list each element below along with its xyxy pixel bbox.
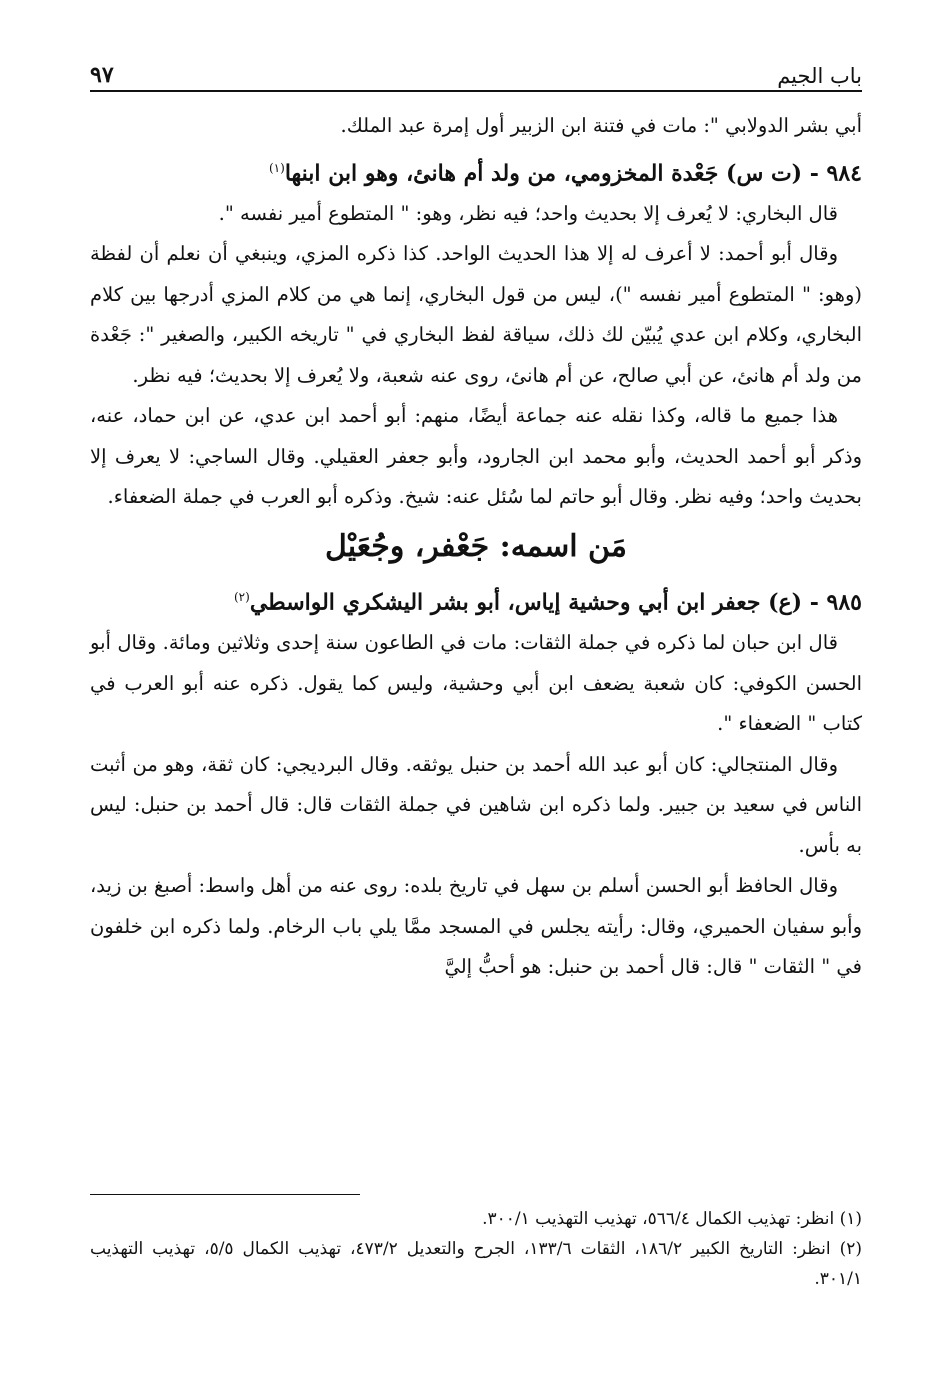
- entry-984-title: [90, 147, 862, 194]
- entry-985-title-text: ٩٨٥ - (ع) جعفر ابن أبي وحشية إياس، أبو بشر اليشكري الواسطي: [249, 589, 862, 616]
- book-page: [90, 52, 862, 1289]
- footnote-marker-2: (٢): [233, 589, 250, 604]
- paragraph: وقال أبو أحمد: لا أعرف له إلا هذا الحديث الواحد. كذا ذكره المزي، وينبغي أن نعلم أن لفظة (وهو: " المتطوع أمير نفسه ")، ليس من قول البخاري، إنما هي من كلام المزي أدرجها بين كلام البخاري، وكلام ابن عدي يُبيّن لك ذلك، سياقة لفظ البخاري في " تاريخه الكبير، والصغير ": جَعْدة من ولد أم هانئ، عن أبي صالح، عن أم هانئ، روى عنه شعبة، ولا يُعرف إلا بحديث؛ فيه نظر.: [90, 242, 862, 387]
- paragraph: وقال المنتجالي: كان أبو عبد الله أحمد بن حنبل يوثقه. وقال البرديجي: كان ثقة، وهو من أثبت الناس في سعيد بن جبير. ولما ذكره ابن شاهين في جملة الثقات قال: قال أحمد بن حنبل: ليس به بأس.: [90, 752, 862, 857]
- footnotes: [90, 1204, 862, 1294]
- paragraph: وقال الحافظ أبو الحسن أسلم بن سهل في تاريخ بلده: روى عنه من أهل واسط: أصبغ بن زيد، وأبو سفيان الحميري، وقال: رأيته يجلس في المسجد ممَّا يلي باب الرخام. ولما ذكره ابن خلفون في " الثقات " قال: قال أحمد بن حنبل: هو أحبُّ إليَّ: [90, 874, 862, 979]
- chapter-title: باب الجيم: [777, 64, 862, 88]
- paragraph: هذا جميع ما قاله، وكذا نقله عنه جماعة أيضًا، منهم: أبو أحمد ابن عدي، عن ابن حماد، عنه، وذكر أبو أحمد الحديث، وأبو محمد ابن الجارود، وأبو جعفر العقيلي. وقال الساجي: لا يعرف إلا بحديث واحد؛ وفيه نظر. وقال أبو حاتم لما سُئل عنه: شيخ. وذكره أبو العرب في جملة الضعفاء.: [90, 404, 862, 509]
- footnote-1: (١) انظر: تهذيب الكمال ٥٦٦/٤، تهذيب التهذيب ٣٠٠/١.: [482, 1209, 862, 1229]
- footnote-divider: [90, 1194, 360, 1195]
- paragraph: قال البخاري: لا يُعرف إلا بحديث واحد؛ فيه نظر، وهو: " المتطوع أمير نفسه ".: [218, 201, 838, 225]
- footnote-marker-1: (١): [268, 160, 285, 175]
- entry-985-title: [90, 576, 862, 623]
- footnote-2: (٢) انظر: التاريخ الكبير ١٨٦/٢، الثقات ١٣٣/٦، الجرح والتعديل ٤٧٣/٢، تهذيب الكمال ٥/٥، تهذيب التهذيب ٣٠١/١.: [90, 1239, 862, 1289]
- entry-984-title-text: ٩٨٤ - (ت س) جَعْدة المخزومي، من ولد أم هانئ، وهو ابن ابنها: [284, 159, 862, 186]
- paragraph: قال ابن حبان لما ذكره في جملة الثقات: مات في الطاعون سنة إحدى وثلاثين ومائة. وقال أبو الحسن الكوفي: كان شعبة يضعف ابن أبي وحشية، وليس كما يقول. ذكره عنه أبو العرب في كتاب " الضعفاء ".: [90, 631, 862, 736]
- section-heading: مَن اسمه: جَعْفر، وجُعَيْل: [325, 528, 627, 564]
- running-header: [90, 52, 862, 92]
- page-number: ٩٧: [90, 62, 114, 88]
- continuation-line: أبي بشر الدولابي ": مات في فتنة ابن الزبير أول إمرة عبد الملك.: [340, 114, 862, 137]
- main-text: [90, 106, 862, 988]
